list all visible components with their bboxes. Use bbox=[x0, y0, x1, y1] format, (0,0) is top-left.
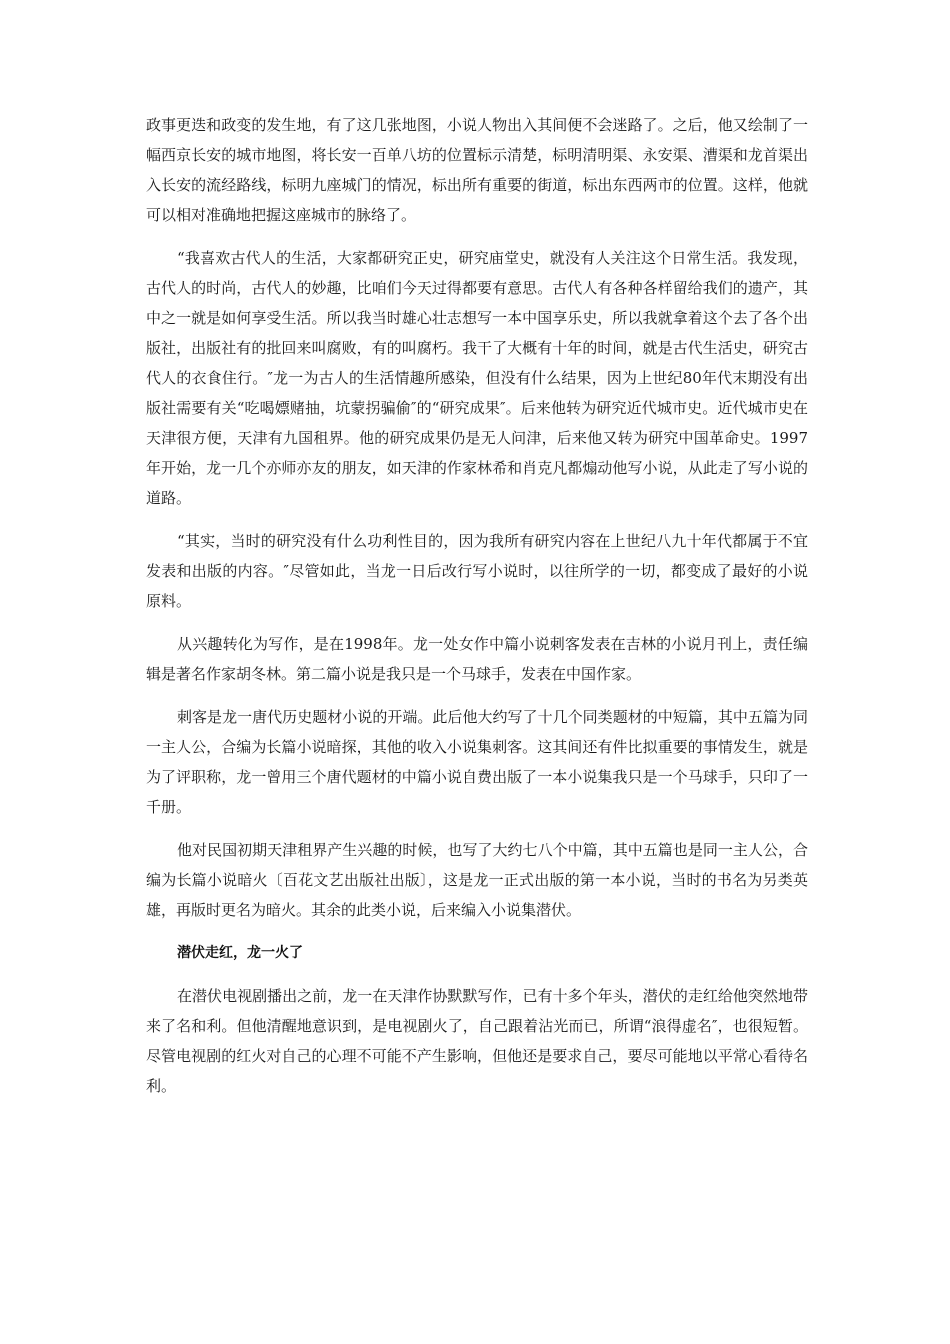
paragraph-ancient-life-research: “我喜欢古代人的生活，大家都研究正史，研究庙堂史，就没有人关注这个日常生活。我发现，古代人的时尚，古代人的妙趣，比咱们今天过得都要有意思。古代人有各种各样留给我们的遗产，其中之一就是如何享受生活。所以我当时雄心壮志想写一本中国享乐史，所以我就拿着这个去了各个出版社，出版社有的批回来叫腐败，有的叫腐朽。我干了大概有十年的时间，就是古代生活史，研究古代人的衣食住行。″龙一为古人的生活情趣所感染，但没有什么结果，因为上世纪80年代末期没有出版社需要有关“吃喝嫖赌抽，坑蒙拐骗偷″的“研究成果″。后来他转为研究近代城市史。近代城市史在天津很方便，天津有九国租界。他的研究成果仍是无人问津，后来他又转为研究中国革命史。1997年开始，龙一几个亦师亦友的朋友，如天津的作家林希和肖克凡都煽动他写小说，从此走了写小说的道路。 bbox=[146, 249, 808, 507]
section-heading: 潜伏走红，龙一火了 bbox=[177, 945, 303, 961]
paragraph-map-drawing: 政事更迭和政变的发生地，有了这几张地图，小说人物出入其间便不会迷路了。之后，他又绘制了一幅西京长安的城市地图，将长安一百单八坊的位置标示清楚，标明清明渠、永安渠、漕渠和龙首渠出入长安的流经路线，标明九座城门的情况，标出所有重要的街道，标出东西两市的位置。这样，他就可以相对准确地把握这座城市的脉络了。 bbox=[146, 116, 808, 224]
paragraph-fame: 在潜伏电视剧播出之前，龙一在天津作协默默写作，已有十多个年头，潜伏的走红给他突然地带来了名和利。但他清醒地意识到，是电视剧火了，自己跟着沾光而已，所谓“浪得虚名″，也很短暂。尽管电视剧的红火对自己的心理不可能不产生影响，但他还是要求自己，要尽可能地以平常心看待名利。 bbox=[146, 987, 808, 1095]
paragraph-tianjin-novels: 他对民国初期天津租界产生兴趣的时候，也写了大约七八个中篇，其中五篇也是同一主人公，合编为长篇小说暗火〔百花文艺出版社出版〕，这是龙一正式出版的第一本小说，当时的书名为另类英雄，再版时更名为暗火。其余的此类小说，后来编入小说集潜伏。 bbox=[146, 841, 808, 919]
paragraph-research-purpose: “其实，当时的研究没有什么功利性目的，因为我所有研究内容在上世纪八九十年代都属于不宜发表和出版的内容。″尽管如此，当龙一日后改行写小说时，以往所学的一切，都变成了最好的小说原料。 bbox=[146, 532, 808, 610]
paragraph-writing-start: 从兴趣转化为写作，是在1998年。龙一处女作中篇小说刺客发表在吉林的小说月刊上，责任编辑是著名作家胡冬林。第二篇小说是我只是一个马球手，发表在中国作家。 bbox=[146, 635, 808, 683]
paragraph-tang-novels: 刺客是龙一唐代历史题材小说的开端。此后他大约写了十几个同类题材的中短篇，其中五篇为同一主人公，合编为长篇小说暗探，其他的收入小说集刺客。这其间还有件比拟重要的事情发生，就是为了评职称，龙一曾用三个唐代题材的中篇小说自费出版了一本小说集我只是一个马球手，只印了一千册。 bbox=[146, 708, 808, 816]
article-body bbox=[146, 110, 808, 1114]
